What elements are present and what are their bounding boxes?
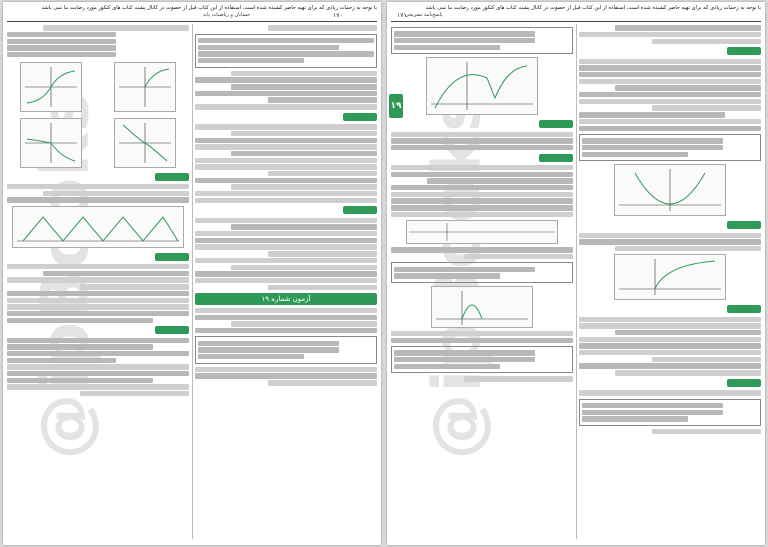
right-page — [387, 2, 765, 545]
text-line — [7, 184, 189, 189]
equation-line — [195, 328, 377, 333]
text-line — [615, 246, 761, 251]
equation-line — [582, 410, 723, 415]
text-line — [195, 191, 377, 196]
equation-line — [195, 77, 377, 82]
text-line — [464, 376, 573, 381]
text-line — [195, 278, 377, 283]
equation-system — [195, 336, 377, 363]
text-line — [195, 198, 377, 203]
equation-line — [579, 363, 761, 368]
answer-tag — [539, 154, 573, 162]
text-line — [652, 105, 761, 110]
text-line — [579, 99, 761, 104]
text-line — [268, 171, 377, 176]
piecewise-function — [391, 262, 573, 283]
graph-figure — [614, 164, 726, 216]
exam-banner: آزمون شماره ۱۹ — [195, 293, 377, 305]
equation-line — [391, 247, 573, 252]
page-header-notice: با توجه به زحمات زیادی که برای تهیه حاضر کشیده شده است، استفاده از این کتاب قبل از حصوت در کانال پشت کتاب های کنکور مورد رضایت ما نمی باشد — [425, 5, 761, 11]
equation-line — [7, 291, 189, 296]
answer-tag — [727, 379, 761, 387]
equation-line — [268, 97, 377, 102]
equation-line — [579, 112, 725, 117]
text-line — [195, 164, 377, 169]
answer-tag — [727, 221, 761, 229]
equation-line — [7, 52, 116, 57]
graph-figure — [114, 62, 176, 112]
text-line — [7, 364, 189, 369]
equation-line — [195, 91, 377, 96]
text-line — [579, 337, 761, 342]
equation-line — [394, 267, 535, 272]
equation-line — [582, 145, 723, 150]
text-column-left — [7, 24, 189, 541]
text-line — [652, 429, 761, 434]
text-line — [7, 264, 189, 269]
text-line — [268, 25, 377, 30]
equation-line — [394, 273, 500, 278]
graph-figure — [614, 254, 726, 300]
text-line — [579, 317, 761, 322]
text-line — [652, 357, 761, 362]
text-line — [195, 244, 377, 249]
text-line — [579, 390, 761, 395]
equation-line — [231, 151, 377, 156]
equation-line — [391, 205, 573, 210]
text-line — [195, 158, 377, 163]
equation-line — [195, 178, 377, 183]
equation-line — [7, 45, 116, 50]
piecewise-function — [391, 27, 573, 54]
equation-line — [231, 224, 377, 229]
equation-line — [394, 357, 535, 362]
equation-line — [394, 350, 535, 355]
equation-line — [391, 145, 573, 150]
running-title: پاسخ‌نامه تشریحی — [405, 12, 443, 18]
piecewise-function — [391, 346, 573, 373]
text-line — [268, 285, 377, 290]
equation-line — [7, 197, 189, 202]
text-line — [195, 308, 377, 313]
text-line — [268, 380, 377, 385]
graph-figure — [20, 62, 82, 112]
text-line — [195, 367, 377, 372]
equation-line — [195, 271, 377, 276]
piecewise-function — [579, 134, 761, 161]
text-line — [579, 233, 761, 238]
equation-line — [579, 239, 761, 244]
text-line — [391, 212, 573, 217]
equation-line — [195, 138, 377, 143]
running-title: حسابان و ریاضیات پایه — [203, 12, 251, 18]
text-line — [231, 184, 377, 189]
equation-line — [7, 318, 153, 323]
equation-line — [195, 373, 377, 378]
text-line — [43, 25, 189, 30]
answer-tag — [155, 326, 189, 334]
equation-line — [7, 371, 189, 376]
equation-line — [615, 25, 761, 30]
text-line — [231, 131, 377, 136]
text-line — [579, 323, 761, 328]
equation-line — [7, 351, 189, 356]
equation-line — [582, 152, 688, 157]
equation-line — [198, 347, 339, 352]
graph-figure — [114, 118, 176, 168]
equation-line — [198, 354, 304, 359]
equation-line — [198, 45, 339, 50]
equation-line — [198, 38, 374, 43]
equation-line — [391, 198, 573, 203]
text-line — [464, 254, 573, 259]
triangle-wave-graph — [12, 206, 184, 248]
page-header-notice: با توجه به زحمات زیادی که برای تهیه حاضر کشیده شده است، استفاده از این کتاب قبل از حصوت در کانال پشت کتاب های کنکور مورد رضایت ما نمی باشد — [41, 5, 377, 11]
answer-tag — [343, 113, 377, 121]
equation-line — [198, 51, 374, 56]
text-line — [231, 321, 377, 326]
equation-line — [231, 84, 377, 89]
text-line — [7, 277, 189, 282]
page-number: ۱۷۰ — [333, 12, 343, 19]
text-line — [615, 370, 761, 375]
equation-line — [43, 271, 189, 276]
equation-line — [198, 58, 304, 63]
equation-line — [7, 338, 189, 343]
piecewise-function — [579, 399, 761, 426]
equation-line — [582, 416, 688, 421]
text-column-left — [391, 24, 573, 541]
equation-line — [582, 403, 723, 408]
equation-line — [394, 38, 535, 43]
equation-line — [582, 138, 723, 143]
text-line — [579, 79, 761, 84]
answer-tag — [539, 120, 573, 128]
text-line — [195, 104, 377, 109]
equation-line — [7, 358, 116, 363]
text-column-right — [579, 24, 761, 541]
text-line — [231, 71, 377, 76]
equation-line — [579, 343, 761, 348]
text-line — [391, 192, 573, 197]
text-line — [579, 59, 761, 64]
graph-figure — [431, 286, 533, 328]
text-line — [43, 191, 189, 196]
equation-line — [391, 185, 573, 190]
text-line — [652, 39, 761, 44]
equation-line — [7, 344, 153, 349]
text-line — [231, 265, 377, 270]
equation-line — [394, 364, 500, 369]
equation-line — [7, 39, 116, 44]
equation-line — [391, 172, 573, 177]
text-line — [80, 391, 189, 396]
equation-line — [427, 178, 573, 183]
equation-line — [615, 330, 761, 335]
answer-tag — [155, 253, 189, 261]
left-page — [3, 2, 381, 545]
text-line — [391, 165, 573, 170]
text-line — [80, 284, 189, 289]
text-line — [391, 132, 573, 137]
text-line — [195, 218, 377, 223]
text-line — [579, 32, 761, 37]
equation-line — [195, 238, 377, 243]
equation-line — [579, 72, 761, 77]
text-line — [7, 304, 189, 309]
text-line — [7, 298, 189, 303]
answer-tag — [727, 305, 761, 313]
equation-line — [394, 31, 535, 36]
equation-line — [198, 341, 339, 346]
text-line — [268, 251, 377, 256]
sign-table — [406, 220, 558, 244]
equation-line — [579, 92, 761, 97]
text-line — [195, 231, 377, 236]
equation-line — [579, 65, 761, 70]
equation-line — [579, 126, 761, 131]
text-line — [195, 124, 377, 129]
graph-figure — [20, 118, 82, 168]
chapter-tab: ۱۹ — [389, 94, 403, 118]
text-line — [195, 258, 377, 263]
equation-line — [391, 338, 573, 343]
equation-block — [195, 34, 377, 68]
graph-figure — [426, 57, 538, 115]
answer-tag — [343, 206, 377, 214]
column-divider — [192, 24, 193, 539]
answer-tag — [727, 47, 761, 55]
text-line — [391, 331, 573, 336]
equation-line — [7, 378, 153, 383]
header-rule — [391, 21, 761, 22]
equation-line — [394, 45, 500, 50]
column-divider — [576, 24, 577, 539]
page-number: ۱۷۱ — [397, 12, 407, 19]
text-column-right — [195, 24, 377, 541]
equation-line — [195, 315, 377, 320]
text-line — [7, 384, 189, 389]
text-line — [195, 144, 377, 149]
header-rule — [7, 21, 377, 22]
equation-line — [7, 311, 189, 316]
equation-line — [391, 138, 573, 143]
equation-line — [7, 32, 116, 37]
answer-tag — [155, 173, 189, 181]
equation-line — [615, 85, 761, 90]
text-line — [579, 119, 761, 124]
text-line — [579, 350, 761, 355]
